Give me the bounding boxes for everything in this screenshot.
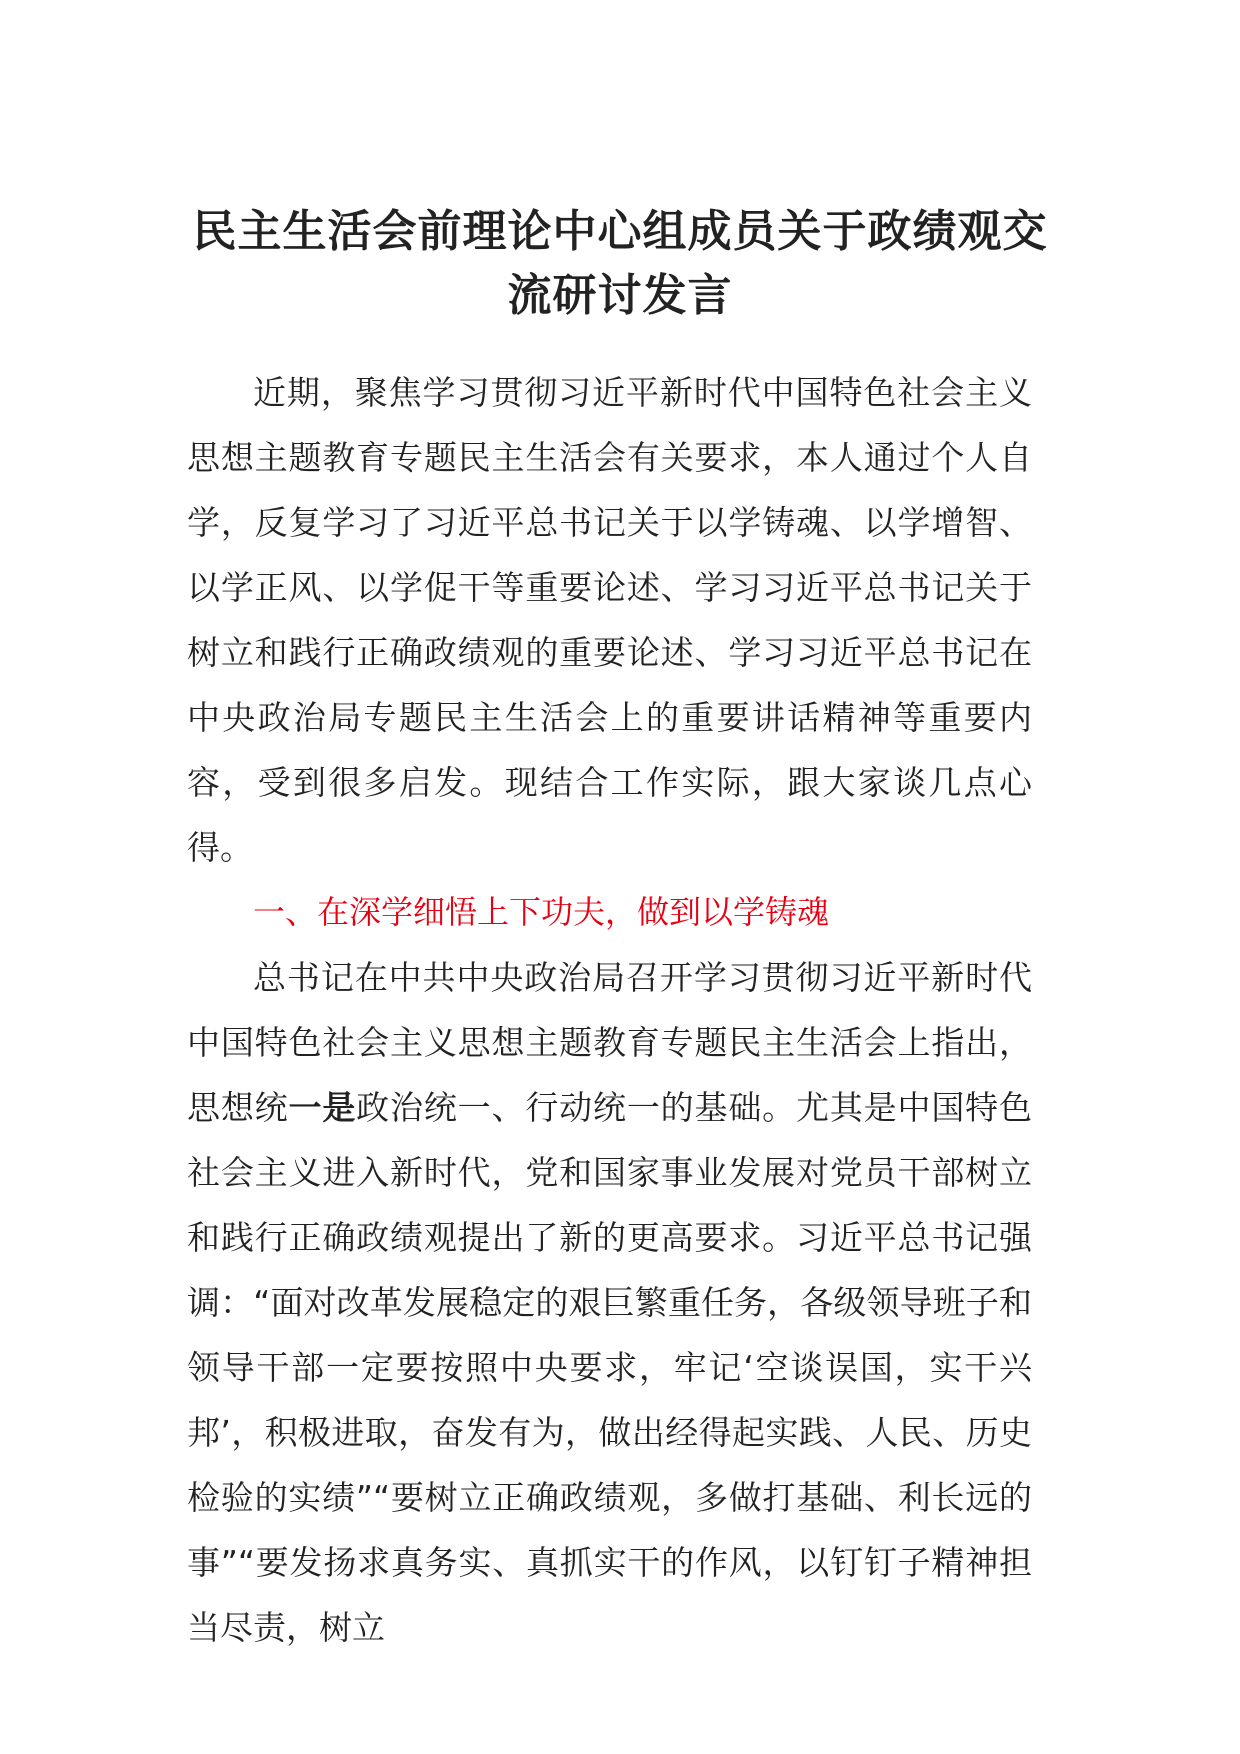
section-1-bold-text: 一是 [288, 1088, 357, 1127]
title-line-2: 流研讨发言 [507, 270, 733, 321]
document-title [170, 200, 1070, 328]
title-line-1: 民主生活会前理论中心组成员关于政绩观交 [192, 206, 1048, 257]
section-heading-1: 一、在深学细悟上下功夫，做到以学铸魂 [253, 893, 830, 931]
section-1-text-b: 政治统一、行动统一的基础。尤其是中国特色社会主义进入新时代，党和国家事业发展对党员干部树立和践行正确政绩观提出了新的更高要求。习近平总书记强调：“面对改革发展稳定的艰巨繁重任务，各级领导班子和领导干部一定要按照中央要求，牢记‘空谈误国，实干兴邦’，积极进取，奋发有为，做出经得起实践、人民、历史检验的实绩”“要树立正确政绩观，多做打基础、利长远的事”“要发扬求真务实、真抓实干的作风，以钉钉子精神担当尽责，树立 [187, 1088, 1033, 1647]
section-1-paragraph [187, 945, 1032, 1660]
document-body [187, 360, 1032, 1660]
intro-paragraph: 近期，聚焦学习贯彻习近平新时代中国特色社会主义思想主题教育专题民主生活会有关要求，本人通过个人自学，反复学习了习近平总书记关于以学铸魂、以学增智、以学正风、以学促干等重要论述、学习习近平总书记关于树立和践行正确政绩观的重要论述、学习习近平总书记在中央政治局专题民主生活会上的重要讲话精神等重要内容，受到很多启发。现结合工作实际，跟大家谈几点心得。 [187, 373, 1032, 867]
section-1-text-a: 总书记在中共中央政治局召开学习贯彻习近平新时代中国特色社会主义思想主题教育专题民主生活会上指出，思想统 [187, 958, 1032, 1127]
